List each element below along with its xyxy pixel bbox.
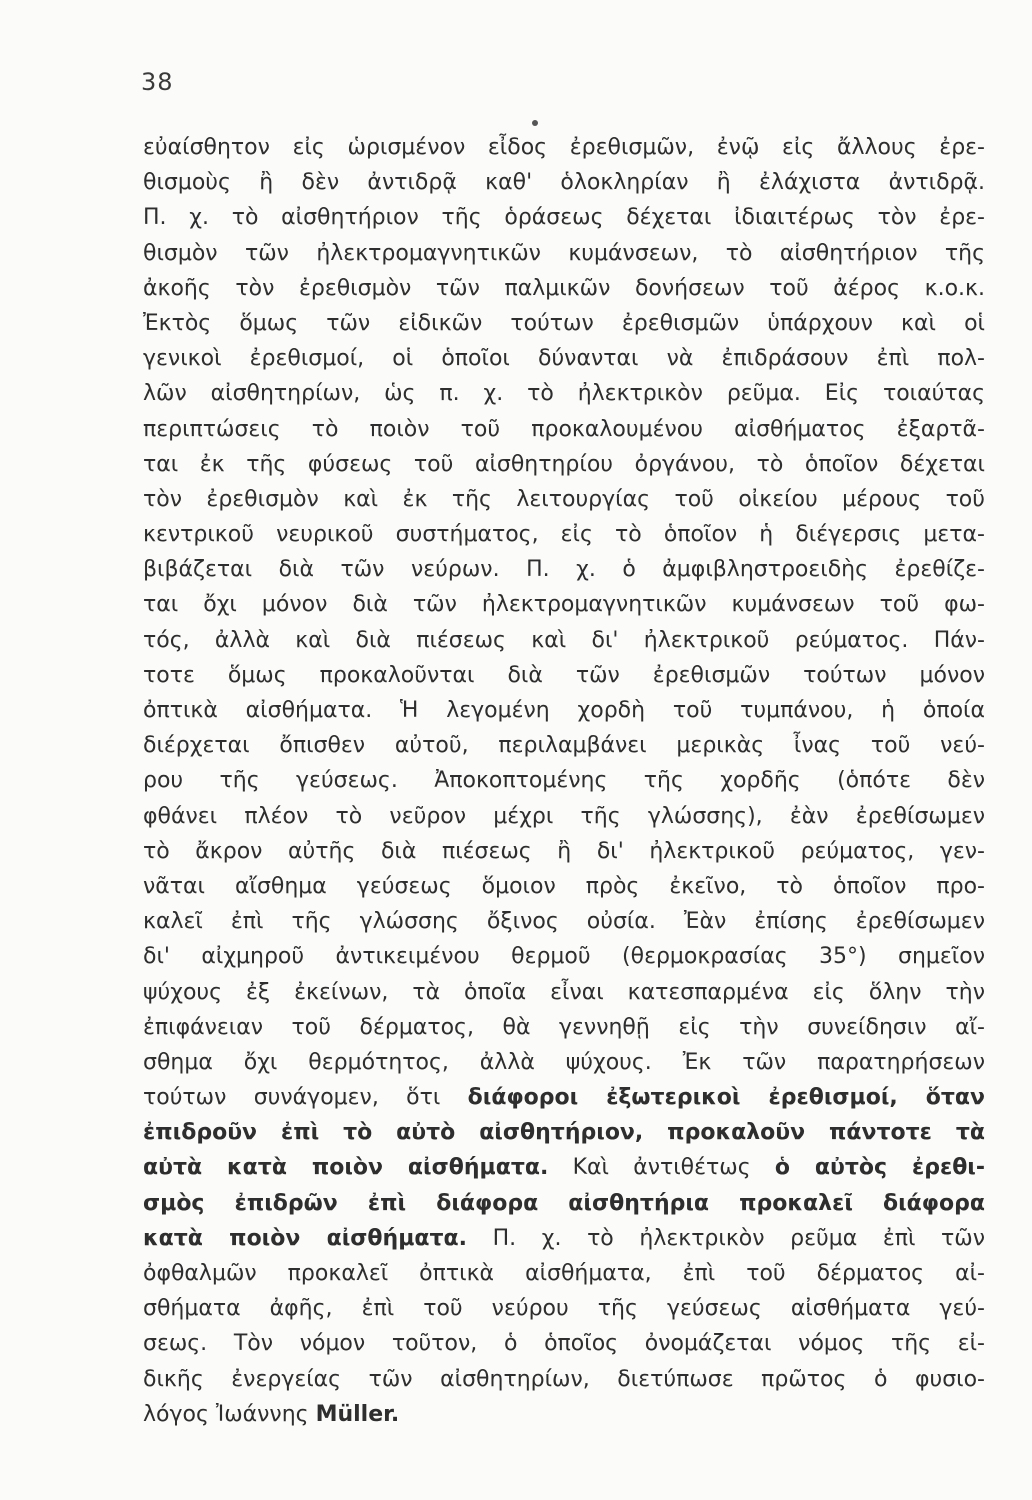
- text-line: [143, 1150, 985, 1185]
- text-run: Καὶ ἀντιθέτως: [548, 1155, 775, 1181]
- page-number: 38: [141, 68, 174, 96]
- text-line: δικῆς ἐνεργείας τῶν αἰσθητηρίων, διετύπωσε πρῶτος ὁ φυσιο-: [143, 1366, 985, 1392]
- text-line: ὀπτικὰ αἰσθήματα. Ἡ λεγομένη χορδὴ τοῦ τυμπάνου, ἡ ὁποία: [143, 698, 985, 723]
- text-line: ται ἐκ τῆς φύσεως τοῦ αἰσθητηρίου ὀργάνου, τὸ ὁποῖον δέχεται: [143, 451, 985, 477]
- body-text: [143, 130, 985, 1432]
- text-line: εὐαίσθητον εἰς ὡρισμένον εἶδος ἐρεθισμῶν, ἐνῷ εἰς ἄλλους ἐρε-: [143, 135, 985, 160]
- text-line: [143, 1221, 985, 1256]
- bold-text-run: αὐτὰ κατὰ ποιὸν αἰσθήματα.: [143, 1155, 549, 1181]
- text-line: σθήματα ἀφῆς, ἐπὶ τοῦ νεύρου τῆς γεύσεως αἰσθήματα γεύ-: [143, 1296, 985, 1322]
- text-line: Ἐκτὸς ὅμως τῶν εἰδικῶν τούτων ἐρεθισμῶν ὑπάρχουν καὶ οἱ: [143, 310, 985, 336]
- bold-text-run: διάφοροι ἐξωτερικοὶ ἐρεθισμοί, ὅταν: [467, 1085, 985, 1111]
- text-line: ψύχους ἐξ ἐκείνων, τὰ ὁποῖα εἶναι κατεσπαρμένα εἰς ὅλην τὴν: [143, 979, 985, 1005]
- text-line: τοτε ὅμως προκαλοῦνται διὰ τῶν ἐρεθισμῶν τούτων μόνον: [143, 662, 985, 688]
- text-line: φθάνει πλέον τὸ νεῦρον μέχρι τῆς γλώσσης), ἐὰν ἐρεθίσωμεν: [143, 803, 985, 829]
- text-line: σθημα ὄχι θερμότητος, ἀλλὰ ψύχους. Ἐκ τῶν παρατηρήσεων: [143, 1049, 985, 1075]
- text-line: [143, 1397, 985, 1432]
- text-line: ται ὄχι μόνον διὰ τῶν ἠλεκτρομαγνητικῶν κυμάνσεων τοῦ φω-: [143, 592, 985, 618]
- text-line: τός, ἀλλὰ καὶ διὰ πιέσεως καὶ δι' ἠλεκτρικοῦ ρεύματος. Πάν-: [143, 627, 985, 653]
- text-line: λῶν αἰσθητηρίων, ὡς π. χ. τὸ ἠλεκτρικὸν ρεῦμα. Εἰς τοιαύτας: [143, 381, 985, 407]
- text-line: βιβάζεται διὰ τῶν νεύρων. Π. χ. ὁ ἀμφιβληστροειδὴς ἐρεθίζε-: [143, 557, 985, 583]
- text-line: κεντρικοῦ νευρικοῦ συστήματος, εἰς τὸ ὁποῖον ἡ διέγερσις μετα-: [143, 522, 985, 548]
- text-line: τὸ ἄκρον αὐτῆς διὰ πιέσεως ἢ δι' ἠλεκτρικοῦ ρεύματος, γεν-: [143, 838, 985, 864]
- text-line: περιπτώσεις τὸ ποιὸν τοῦ προκαλουμένου αἰσθήματος ἐξαρτᾶ-: [143, 416, 985, 442]
- text-line: ὀφθαλμῶν προκαλεῖ ὀπτικὰ αἰσθήματα, ἐπὶ τοῦ δέρματος αἰ-: [143, 1261, 985, 1286]
- text-line: διέρχεται ὄπισθεν αὐτοῦ, περιλαμβάνει μερικὰς ἶνας τοῦ νεύ-: [143, 733, 985, 759]
- text-line: γενικοὶ ἐρεθισμοί, οἱ ὁποῖοι δύνανται νὰ ἐπιδράσουν ἐπὶ πολ-: [143, 346, 985, 372]
- text-line: [143, 1080, 985, 1115]
- ink-dot: [532, 120, 538, 126]
- text-line: θισμὸν τῶν ἠλεκτρομαγνητικῶν κυμάνσεων, τὸ αἰσθητήριον τῆς: [143, 240, 985, 266]
- text-line: τὸν ἐρεθισμὸν καὶ ἐκ τῆς λειτουργίας τοῦ οἰκείου μέρους τοῦ: [143, 486, 985, 512]
- text-line: ρου τῆς γεύσεως. Ἀποκοπτομένης τῆς χορδῆς (ὁπότε δὲν: [143, 768, 985, 794]
- text-line: Π. χ. τὸ αἰσθητήριον τῆς ὁράσεως δέχεται ἰδιαιτέρως τὸν ἐρε-: [143, 205, 985, 231]
- bold-text-run: κατὰ ποιὸν αἰσθήματα.: [143, 1225, 468, 1251]
- bold-text-run: Müller.: [315, 1401, 400, 1427]
- text-line: καλεῖ ἐπὶ τῆς γλώσσης ὄξινος οὐσία. Ἐὰν ἐπίσης ἐρεθίσωμεν: [143, 909, 985, 935]
- bold-text-line: σμὸς ἐπιδρῶν ἐπὶ διάφορα αἰσθητήρια προκαλεῖ διάφορα: [143, 1190, 985, 1216]
- bold-text-run: ὁ αὐτὸς ἐρεθι-: [774, 1155, 985, 1181]
- text-run: Π. χ. τὸ ἠλεκτρικὸν ρεῦμα ἐπὶ τῶν: [467, 1225, 985, 1251]
- text-run: τούτων συνάγομεν, ὅτι: [143, 1085, 468, 1111]
- text-line: ἀκοῆς τὸν ἐρεθισμὸν τῶν παλμικῶν δονήσεων τοῦ ἀέρος κ.ο.κ.: [143, 275, 985, 301]
- text-line: νᾶται αἴσθημα γεύσεως ὅμοιον πρὸς ἐκεῖνο, τὸ ὁποῖον προ-: [143, 873, 985, 899]
- bold-text-line: ἐπιδροῦν ἐπὶ τὸ αὐτὸ αἰσθητήριον, προκαλοῦν πάντοτε τὰ: [143, 1120, 985, 1146]
- text-run: λόγος Ἰωάννης: [143, 1401, 316, 1427]
- text-line: δι' αἰχμηροῦ ἀντικειμένου θερμοῦ (θερμοκρασίας 35°) σημεῖον: [143, 944, 985, 970]
- text-line: ἐπιφάνειαν τοῦ δέρματος, θὰ γεννηθῇ εἰς τὴν συνείδησιν αἴ-: [143, 1014, 985, 1040]
- text-line: σεως. Τὸν νόμον τοῦτον, ὁ ὁποῖος ὀνομάζεται νόμος τῆς εἰ-: [143, 1331, 985, 1357]
- text-line: θισμοὺς ἢ δὲν ἀντιδρᾷ καθ' ὁλοκληρίαν ἢ ἐλάχιστα ἀντιδρᾷ.: [143, 170, 985, 196]
